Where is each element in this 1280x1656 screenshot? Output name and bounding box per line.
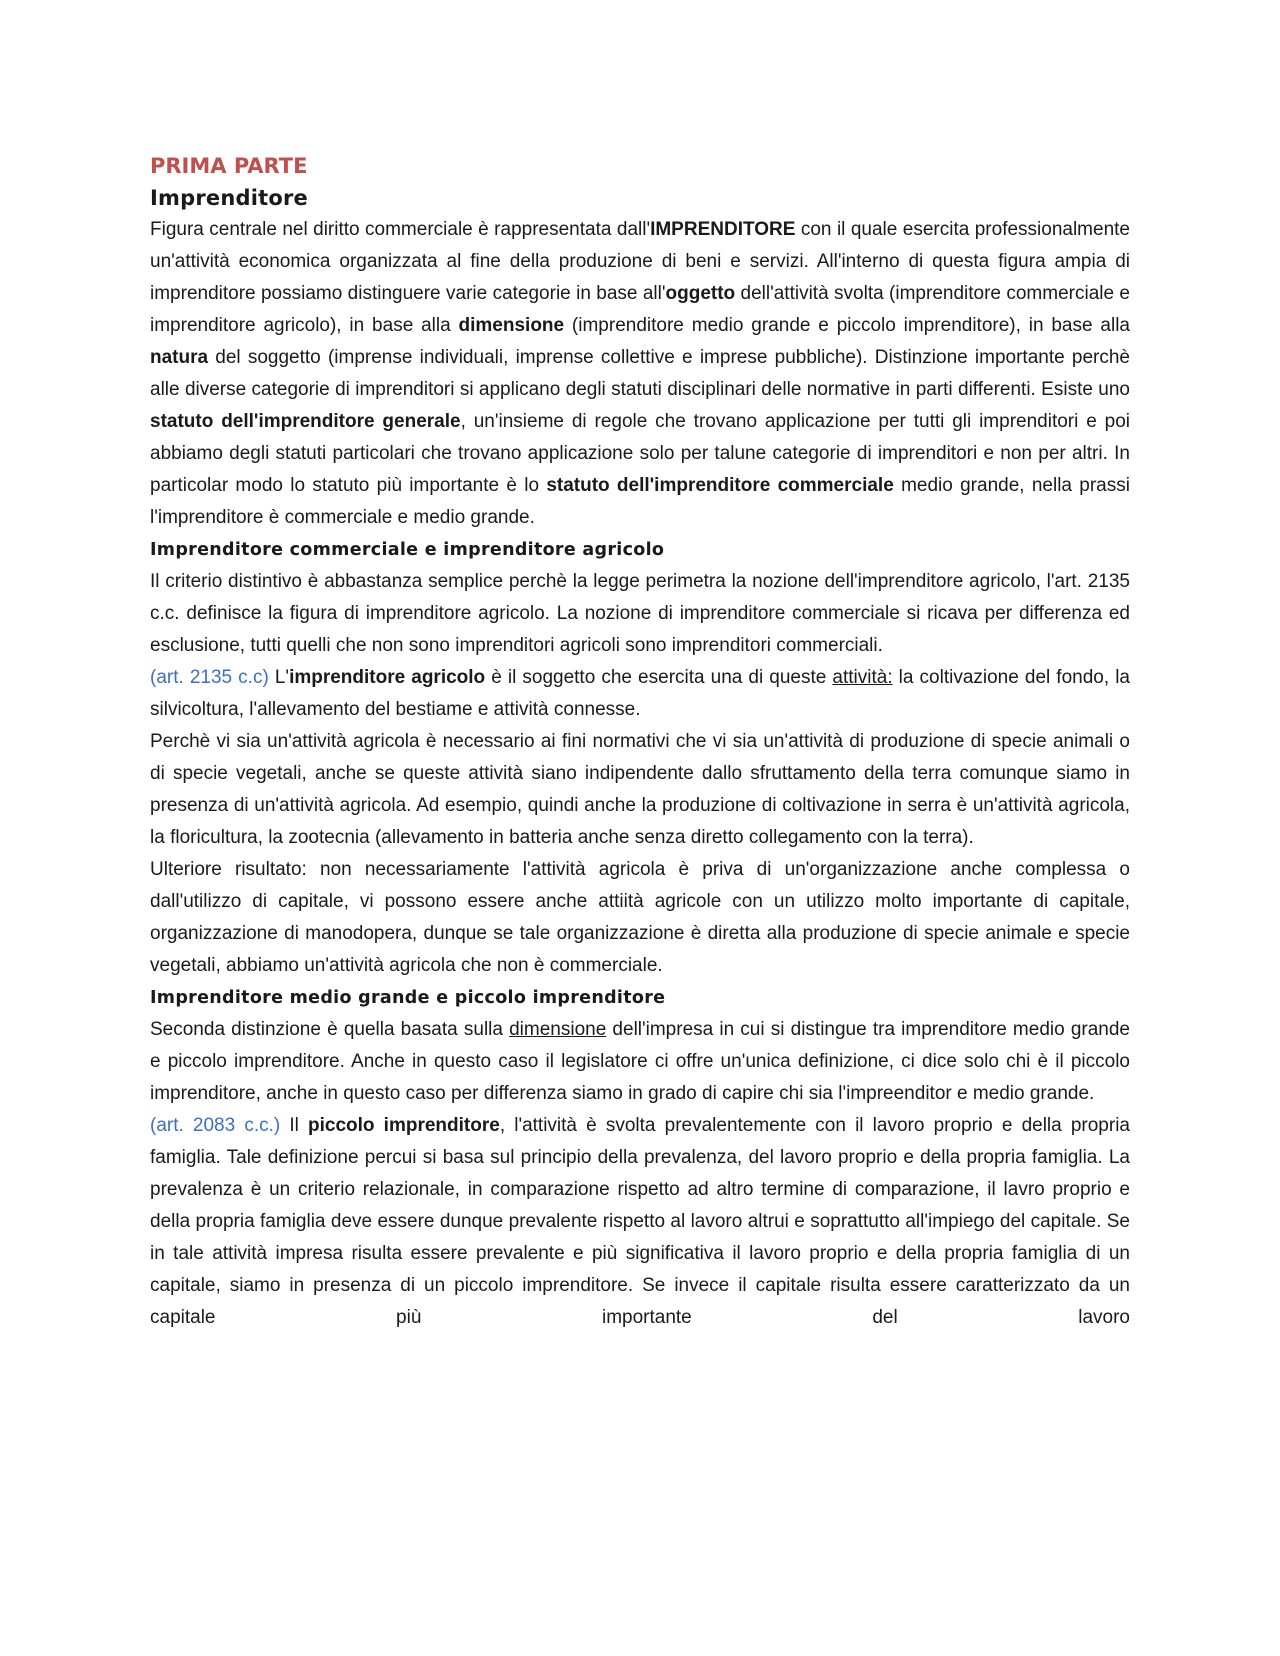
text-run: del soggetto (imprense individuali, imprense collettive e imprese pubbliche). Distinzione importante perchè alle diverse categorie di imprenditori si applicano degli statuti disciplinari delle normative in parti differenti. Esiste uno xyxy=(150,347,1130,400)
subsection-title-dimensione: Imprenditore medio grande e piccolo imprenditore xyxy=(150,988,666,1008)
bold-term: piccolo imprenditore xyxy=(308,1115,500,1136)
bold-term: oggetto xyxy=(665,283,736,304)
bold-term: statuto dell'imprenditore generale xyxy=(150,411,461,432)
paragraph xyxy=(150,1110,1130,1334)
text-run: dell'attività svolta (imprenditore commerciale e imprenditore agricolo), in base alla xyxy=(150,283,1130,336)
paragraph: Il criterio distintivo è abbastanza semplice perchè la legge perimetra la nozione dell'imprenditore agricolo, l'art. 2135 c.c. definisce la figura di imprenditore agricolo. La nozione di imprenditore commerciale si ricava per differenza ed esclusione, tutti quelli che non sono imprenditori agricoli sono imprenditori commerciali. xyxy=(150,571,1130,656)
document-page xyxy=(150,150,1130,1334)
bold-term: imprenditore agricolo xyxy=(289,667,486,688)
bold-term: IMPRENDITORE xyxy=(650,219,796,240)
text-run: L' xyxy=(268,667,290,688)
text-run: la coltivazione del fondo, la silvicoltura, l'allevamento del bestiame e attività connesse. xyxy=(150,667,1130,720)
article-reference: (art. 2083 c.c.) xyxy=(150,1115,281,1136)
text-run: con il quale esercita professionalmente un'attività economica organizzata al fine della produzione di beni e servizi. All'interno di questa figura ampia di imprenditore possiamo distinguere varie categorie in base all' xyxy=(150,219,1130,304)
text-run: , un'insieme di regole che trovano applicazione per tutti gli imprenditori e poi abbiamo degli statuti particolari che trovano applicazione solo per talune categorie di imprenditori e non per altri. In particolar modo lo statuto più importante è lo xyxy=(150,411,1130,496)
bold-term: natura xyxy=(150,347,209,368)
paragraph: Ulteriore risultato: non necessariamente l'attività agricola è priva di un'organizzazione anche complessa o dall'utilizzo di capitale, vi possono essere anche attiità agricole con un utilizzo molto importante di capitale, organizzazione di manodopera, dunque se tale organizzazione è diretta alla produzione di specie animale e specie vegetali, abbiamo un'attività agricola che non è commerciale. xyxy=(150,859,1130,976)
paragraph xyxy=(150,662,1130,726)
text-run: dell'impresa in cui si distingue tra imprenditore medio grande e piccolo imprenditore. Anche in questo caso il legislatore ci offre un'unica definizione, ci dice solo chi è il piccolo imprenditore, anche in questo caso per differenza siamo in grado di capire chi sia l'impreenditor e medio grande. xyxy=(150,1019,1130,1104)
paragraph xyxy=(150,1014,1130,1110)
text-run: (imprenditore medio grande e piccolo imprenditore), in base alla xyxy=(564,315,1130,336)
bold-term: dimensione xyxy=(458,315,565,336)
underlined-term: dimensione xyxy=(509,1019,607,1040)
part-title: PRIMA PARTE xyxy=(150,154,308,178)
text-run: è il soggetto che esercita una di queste xyxy=(485,667,833,688)
bold-term: statuto dell'imprenditore commerciale xyxy=(546,475,894,496)
underlined-term: attività: xyxy=(832,667,893,688)
intro-paragraph xyxy=(150,214,1130,534)
text-run: Seconda distinzione è quella basata sulla xyxy=(150,1019,510,1040)
text-run: medio grande, nella prassi l'imprenditore è commerciale e medio grande. xyxy=(150,475,1130,528)
text-run: , l'attività è svolta prevalentemente con il lavoro proprio e della propria famiglia. Tale definizione percui si basa sul principio della prevalenza, del lavoro proprio e della propria famiglia. La prevalenza è un criterio relazionale, in comparazione rispetto ad altro termine di comparazione, il lavro proprio e della propria famiglia deve essere dunque prevalente rispetto al lavoro altrui e soprattutto all'impiego del capitale. Se in tale attività impresa risulta essere prevalente e più significativa il lavoro proprio e della propria famiglia di un capitale, siamo in presenza di un piccolo imprenditore. Se invece il capitale risulta essere caratterizzato da un capitale più importante del lavoro xyxy=(150,1115,1130,1328)
section-title: Imprenditore xyxy=(150,186,308,210)
article-reference: (art. 2135 c.c) xyxy=(150,667,269,688)
text-run: Figura centrale nel diritto commerciale è rappresentata dall' xyxy=(150,219,651,240)
paragraph: Perchè vi sia un'attività agricola è necessario ai fini normativi che vi sia un'attività di produzione di specie animali o di specie vegetali, anche se queste attività siano indipendente dallo sfruttamento della terra comunque siamo in presenza di un'attività agricola. Ad esempio, quindi anche la produzione di coltivazione in serra è un'attività agricola, la floricultura, la zootecnia (allevamento in batteria anche senza diretto collegamento con la terra). xyxy=(150,731,1130,848)
subsection-title-commerciale-agricolo: Imprenditore commerciale e imprenditore agricolo xyxy=(150,540,665,560)
text-run: Il xyxy=(280,1115,309,1136)
